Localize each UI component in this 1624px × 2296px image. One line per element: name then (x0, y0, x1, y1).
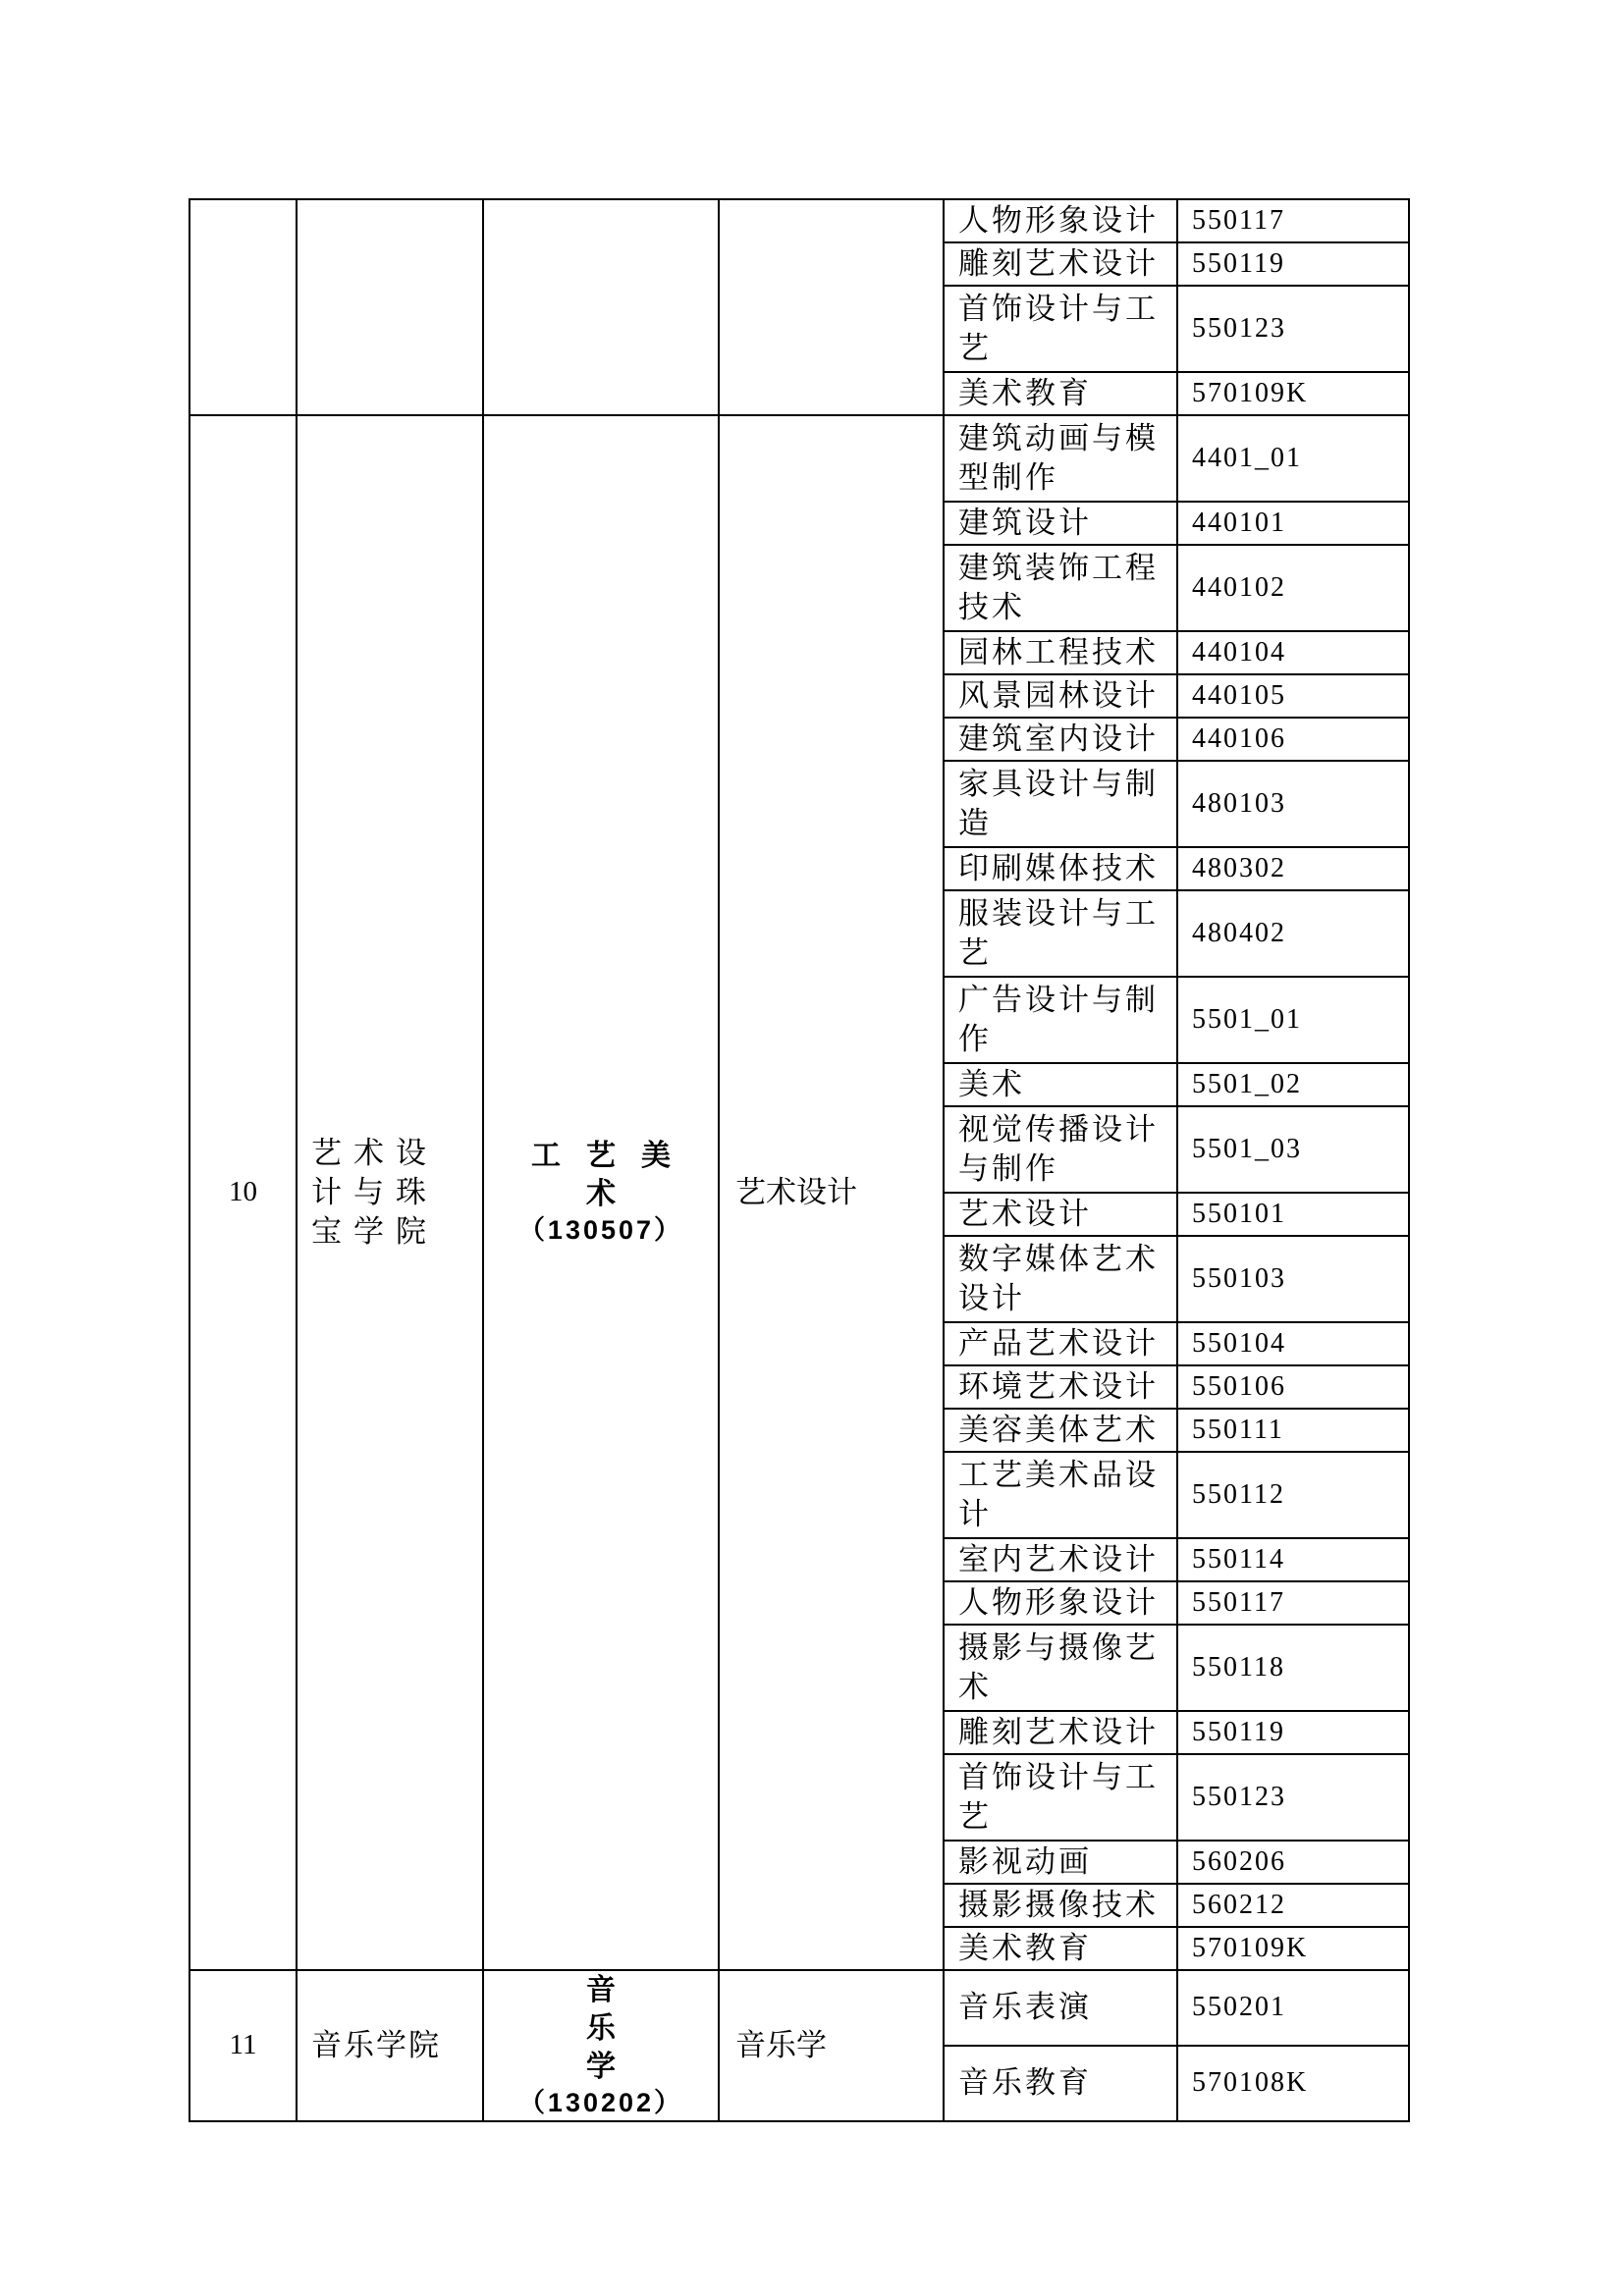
major-name: 音乐教育 (944, 2046, 1177, 2121)
master-major-name: 工艺美术 (531, 1139, 696, 1212)
major-code: 5501_03 (1177, 1106, 1409, 1193)
major-name: 产品艺术设计 (944, 1322, 1177, 1365)
major-code: 570109K (1177, 1927, 1409, 1970)
subject-category: 艺术设计 (719, 415, 944, 1970)
major-name: 视觉传播设计与制作 (944, 1106, 1177, 1193)
major-name: 室内艺术设计 (944, 1538, 1177, 1581)
major-code: 550118 (1177, 1625, 1409, 1711)
major-code: 550112 (1177, 1452, 1409, 1538)
row-number: 10 (189, 415, 297, 1970)
num-cell-empty (189, 199, 297, 415)
major-code: 480103 (1177, 761, 1409, 847)
college-name: 音乐学院 (297, 1970, 483, 2121)
college-cell-empty (297, 199, 483, 415)
major-code: 550201 (1177, 1970, 1409, 2046)
master-major-code: （130507） (517, 1215, 684, 1246)
major-name: 影视动画 (944, 1841, 1177, 1884)
major-name: 环境艺术设计 (944, 1365, 1177, 1409)
major-name: 美容美体艺术 (944, 1409, 1177, 1452)
major-code: 550117 (1177, 1581, 1409, 1625)
major-code: 570109K (1177, 372, 1409, 415)
major-code: 480402 (1177, 890, 1409, 977)
major-code: 480302 (1177, 847, 1409, 890)
master-major-name: 音乐学 (586, 1973, 675, 2084)
major-code: 4401_01 (1177, 415, 1409, 502)
major-name: 美术教育 (944, 1927, 1177, 1970)
major-code: 5501_02 (1177, 1063, 1409, 1106)
major-name: 建筑设计 (944, 502, 1177, 545)
row-number: 11 (189, 1970, 297, 2121)
major-name: 家具设计与制造 (944, 761, 1177, 847)
major-name: 风景园林设计 (944, 674, 1177, 718)
major-name: 雕刻艺术设计 (944, 1711, 1177, 1754)
major-code: 550111 (1177, 1409, 1409, 1452)
major-code: 440101 (1177, 502, 1409, 545)
major-name: 首饰设计与工艺 (944, 286, 1177, 372)
table-row (189, 415, 1409, 502)
major-code: 570108K (1177, 2046, 1409, 2121)
table-row (189, 199, 1409, 242)
major-name: 艺术设计 (944, 1193, 1177, 1236)
major-code: 560212 (1177, 1884, 1409, 1927)
major-code: 550114 (1177, 1538, 1409, 1581)
major-name: 人物形象设计 (944, 199, 1177, 242)
major-name: 美术教育 (944, 372, 1177, 415)
major-name: 数字媒体艺术设计 (944, 1236, 1177, 1322)
major-code: 560206 (1177, 1841, 1409, 1884)
major-code: 550123 (1177, 1754, 1409, 1841)
major-code: 440106 (1177, 718, 1409, 761)
major-code: 550104 (1177, 1322, 1409, 1365)
major-name: 服装设计与工艺 (944, 890, 1177, 977)
major-name: 建筑装饰工程技术 (944, 545, 1177, 631)
major-code: 550123 (1177, 286, 1409, 372)
master-major (483, 415, 719, 1970)
major-name: 摄影与摄像艺术 (944, 1625, 1177, 1711)
major-name: 人物形象设计 (944, 1581, 1177, 1625)
major-name: 建筑室内设计 (944, 718, 1177, 761)
major-name: 工艺美术品设计 (944, 1452, 1177, 1538)
major-name: 音乐表演 (944, 1970, 1177, 2046)
major-name: 印刷媒体技术 (944, 847, 1177, 890)
major-name: 园林工程技术 (944, 631, 1177, 674)
master-major (483, 1970, 719, 2121)
master-cell-empty (483, 199, 719, 415)
major-code: 550103 (1177, 1236, 1409, 1322)
major-code: 440102 (1177, 545, 1409, 631)
major-name: 雕刻艺术设计 (944, 242, 1177, 286)
college-name: 艺术设计与珠宝学院 (297, 415, 483, 1970)
major-code: 550106 (1177, 1365, 1409, 1409)
major-code: 440104 (1177, 631, 1409, 674)
subject-category: 音乐学 (719, 1970, 944, 2121)
major-name: 美术 (944, 1063, 1177, 1106)
table-row (189, 1970, 1409, 2046)
major-mapping-table (189, 198, 1410, 2122)
major-code: 550119 (1177, 242, 1409, 286)
major-name: 摄影摄像技术 (944, 1884, 1177, 1927)
major-code: 550101 (1177, 1193, 1409, 1236)
major-code: 5501_01 (1177, 977, 1409, 1063)
major-code: 440105 (1177, 674, 1409, 718)
major-code: 550117 (1177, 199, 1409, 242)
major-name: 建筑动画与模型制作 (944, 415, 1177, 502)
master-major-code: （130202） (517, 2088, 684, 2117)
subject-cell-empty (719, 199, 944, 415)
major-code: 550119 (1177, 1711, 1409, 1754)
major-name: 首饰设计与工艺 (944, 1754, 1177, 1841)
major-name: 广告设计与制作 (944, 977, 1177, 1063)
